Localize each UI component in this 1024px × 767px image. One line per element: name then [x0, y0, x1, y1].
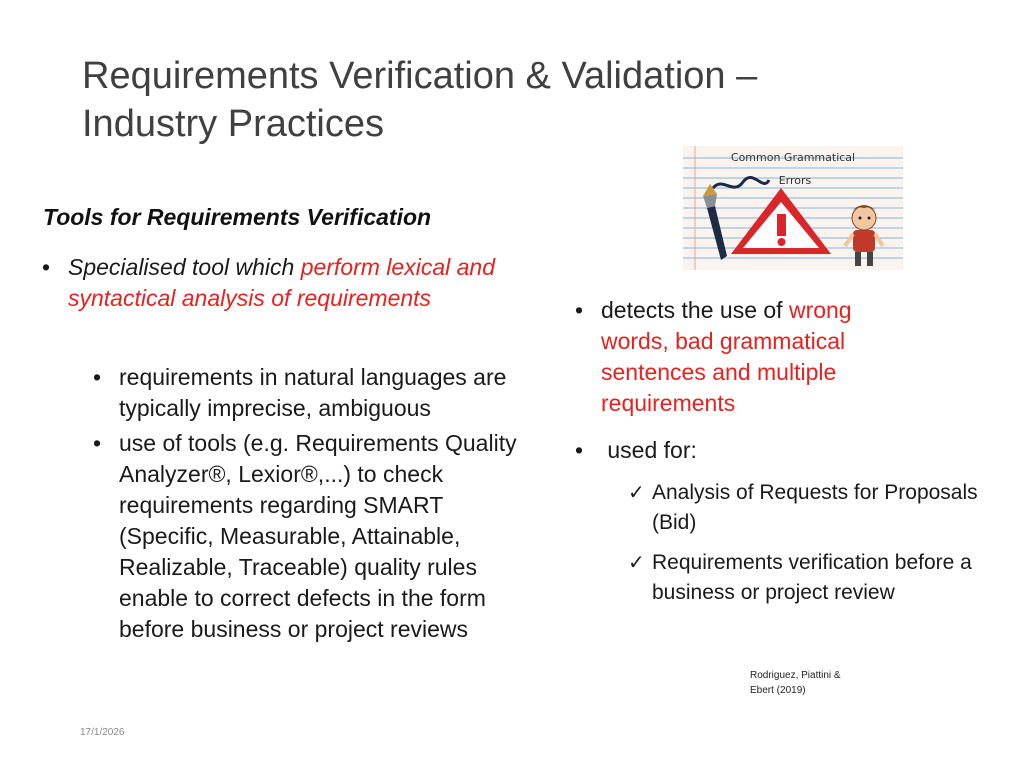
bullet-icon: • [575, 297, 584, 323]
right-bullet-1-text: detects the use of [601, 297, 789, 323]
checkmark-icon: ✓ [628, 552, 645, 574]
citation-line1: Rodriguez, Piattini & [750, 670, 841, 681]
left-bullet-1-highlight: perform lexical and syntactical analysis of requirements [68, 254, 495, 311]
image-caption-line2: Errors [778, 174, 812, 187]
left-bullet-1 [42, 252, 558, 314]
citation-line2: Ebert (2019) [750, 685, 806, 696]
left-bullet-1-text: Specialised tool which [68, 254, 301, 280]
right-bullet-2-text: used for: [601, 437, 697, 463]
check-item-1 [628, 478, 982, 538]
bullet-icon: • [93, 430, 102, 456]
citation [750, 668, 890, 698]
grammatical-errors-illustration [683, 146, 903, 270]
image-caption-line1: Common Grammatical [730, 151, 856, 164]
right-check-list [628, 478, 982, 608]
left-bullet-list [42, 252, 558, 314]
left-sub-bullet-1-text: requirements in natural languages are typically imprecise, ambiguous [119, 364, 507, 421]
right-bullet-2 [575, 435, 921, 466]
checkmark-icon: ✓ [628, 482, 645, 504]
left-section-heading: Tools for Requirements Verification [43, 204, 432, 230]
check-item-1-text: Analysis of Requests for Proposals (Bid) [652, 481, 978, 534]
check-item-2 [628, 548, 982, 608]
left-sub-bullet-2 [93, 428, 564, 645]
right-bullet-1-highlight: wrong words, bad grammatical sentences and multiple requirements [601, 297, 852, 416]
bullet-icon: • [93, 364, 102, 390]
slide-title: Requirements Verification & Validation – Industry Practices [82, 55, 758, 145]
right-bullet-1 [575, 295, 921, 419]
left-sub-bullet-1 [93, 362, 564, 424]
grammatical-errors-image [683, 146, 903, 270]
check-item-2-text: Requirements verification before a business or project review [652, 551, 972, 604]
slide-date: 17/1/2026 [80, 727, 125, 738]
right-bullet-list [575, 295, 921, 466]
left-sub-list [93, 362, 564, 645]
bullet-icon: • [575, 437, 584, 463]
left-sub-bullet-2-text: use of tools (e.g. Requirements Quality Analyzer®, Lexior®,...) to check requirements regarding SMART (Specific, Measurable, Attainable, Realizable, Traceable) quality rules enable to correct defects in the form before business or project reviews [119, 430, 517, 642]
bullet-icon: • [42, 254, 51, 280]
